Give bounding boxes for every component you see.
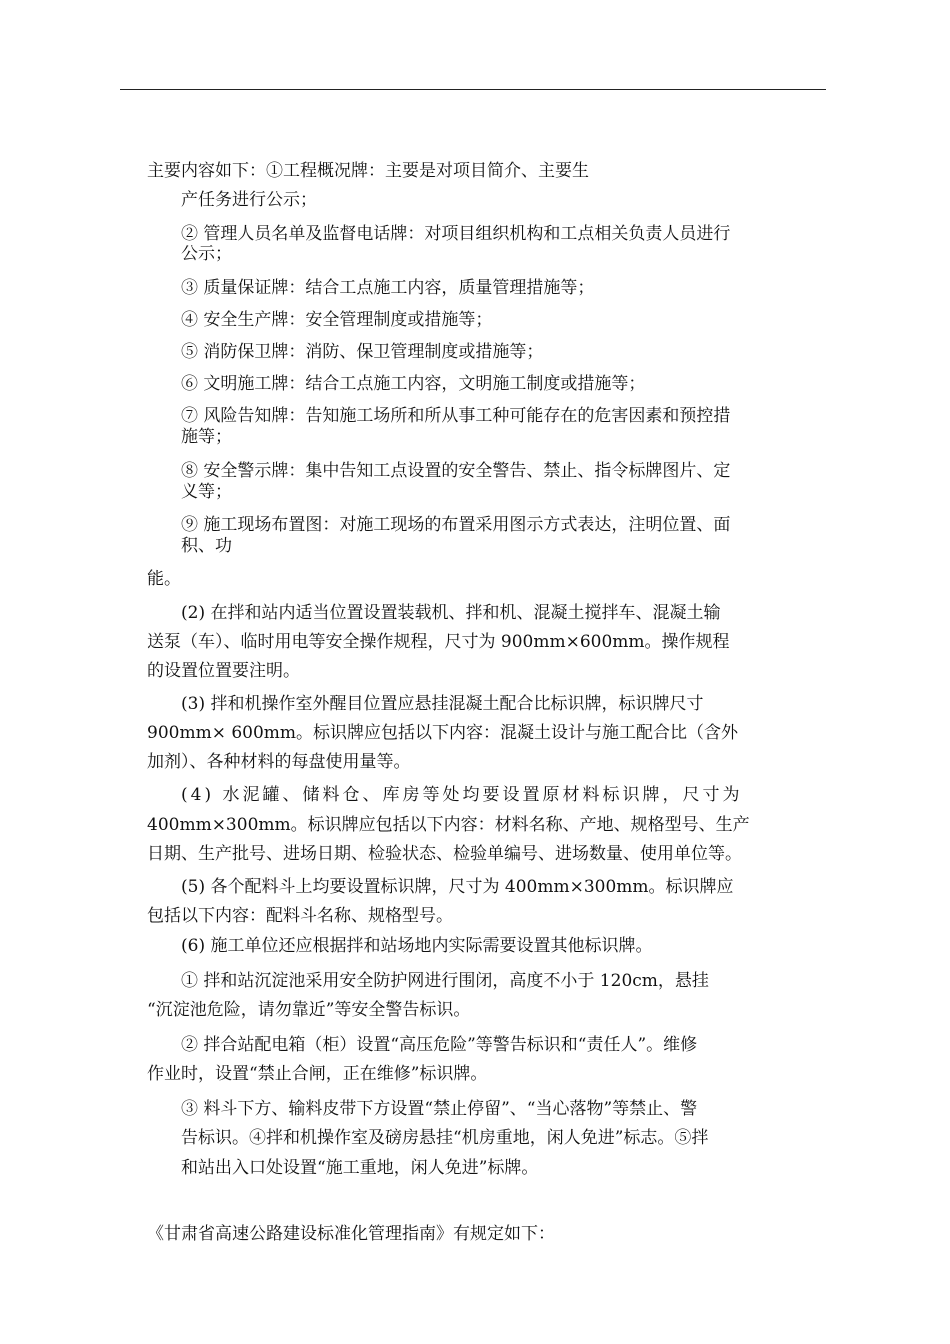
list-item-7-line1: ⑦ 风险告知牌：告知施工场所和所从事工种可能存在的危害因素和预控措 (181, 406, 731, 426)
para-2-line3: 的设置位置要注明。 (147, 661, 300, 681)
para-4-line3: 日期、生产批号、进场日期、检验状态、检验单编号、进场数量、使用单位等。 (147, 844, 742, 864)
list-item-9-line1: ⑨ 施工现场布置图：对施工现场的布置采用图示方式表达，注明位置、面 (181, 515, 731, 535)
list-item-8-line2: 义等； (181, 482, 232, 502)
list-item-7-line2: 施等； (181, 427, 232, 447)
list-item-9-end: 能。 (147, 569, 181, 589)
list-item-8-line1: ⑧ 安全警示牌：集中告知工点设置的安全警告、禁止、指令标牌图片、定 (181, 461, 731, 481)
sub-item-2-line2: 作业时，设置“禁止合闸，正在维修”标识牌。 (147, 1064, 488, 1084)
list-item-6: ⑥ 文明施工牌：结合工点施工内容，文明施工制度或措施等； (181, 374, 646, 394)
list-item-4: ④ 安全生产牌：安全管理制度或措施等； (181, 310, 493, 330)
list-item-2-line1: ② 管理人员名单及监督电话牌：对项目组织机构和工点相关负责人员进行 (181, 224, 731, 244)
sub-item-1-line2: “沉淀池危险，请勿靠近”等安全警告标识。 (147, 1000, 471, 1020)
header-rule (120, 89, 826, 90)
para-3-line1: (3) 拌和机操作室外醒目位置应悬挂混凝土配合比标识牌，标识牌尺寸 (181, 694, 704, 714)
para-3-line2: 900mm× 600mm。标识牌应包括以下内容：混凝土设计与施工配合比（含外 (147, 723, 739, 743)
para-2-line2: 送泵（车）、临时用电等安全操作规程，尺寸为 900mm×600mm。操作规程 (147, 632, 730, 652)
para-3-line3: 加剂）、各种材料的每盘使用量等。 (147, 752, 411, 772)
para-5-line2: 包括以下内容：配料斗名称、规格型号。 (147, 906, 453, 926)
para-5-line1: (5) 各个配料斗上均要设置标识牌，尺寸为 400mm×300mm。标识牌应 (181, 877, 734, 897)
para-2-line1: (2) 在拌和站内适当位置设置装载机、拌和机、混凝土搅拌车、混凝土输 (181, 603, 721, 623)
intro-line: 主要内容如下：①工程概况牌：主要是对项目简介、主要生 (147, 161, 589, 181)
sub-item-1-line1: ① 拌和站沉淀池采用安全防护网进行围闭，高度不小于 120cm，悬挂 (181, 971, 709, 991)
sub-item-3-line3: 和站出入口处设置“施工重地，闲人免进”标牌。 (181, 1158, 539, 1178)
list-item-9-line2: 积、功 (181, 536, 232, 556)
list-item-2-line2: 公示； (181, 244, 232, 264)
list-item-5: ⑤ 消防保卫牌：消防、保卫管理制度或措施等； (181, 342, 544, 362)
sub-item-2-line1: ② 拌合站配电箱（柜）设置“高压危险”等警告标识和“责任人”。维修 (181, 1035, 698, 1055)
sub-item-3-line2: 告标识。④拌和机操作室及磅房悬挂“机房重地，闲人免进”标志。⑤拌 (181, 1128, 709, 1148)
para-4-line1: (4) 水泥罐、储料仓、库房等处均要设置原材料标识牌，尺寸为 (181, 785, 743, 805)
list-item-3: ③ 质量保证牌：结合工点施工内容，质量管理措施等； (181, 278, 595, 298)
sub-item-3-line1: ③ 料斗下方、输料皮带下方设置“禁止停留”、“当心落物”等禁止、警 (181, 1099, 698, 1119)
para-6: (6) 施工单位还应根据拌和站场地内实际需要设置其他标识牌。 (181, 936, 653, 956)
para-4-line2: 400mm×300mm。标识牌应包括以下内容：材料名称、产地、规格型号、生产 (147, 815, 750, 835)
intro-continuation: 产任务进行公示； (181, 190, 317, 210)
closing-line: 《甘肃省高速公路建设标准化管理指南》有规定如下： (147, 1224, 555, 1244)
